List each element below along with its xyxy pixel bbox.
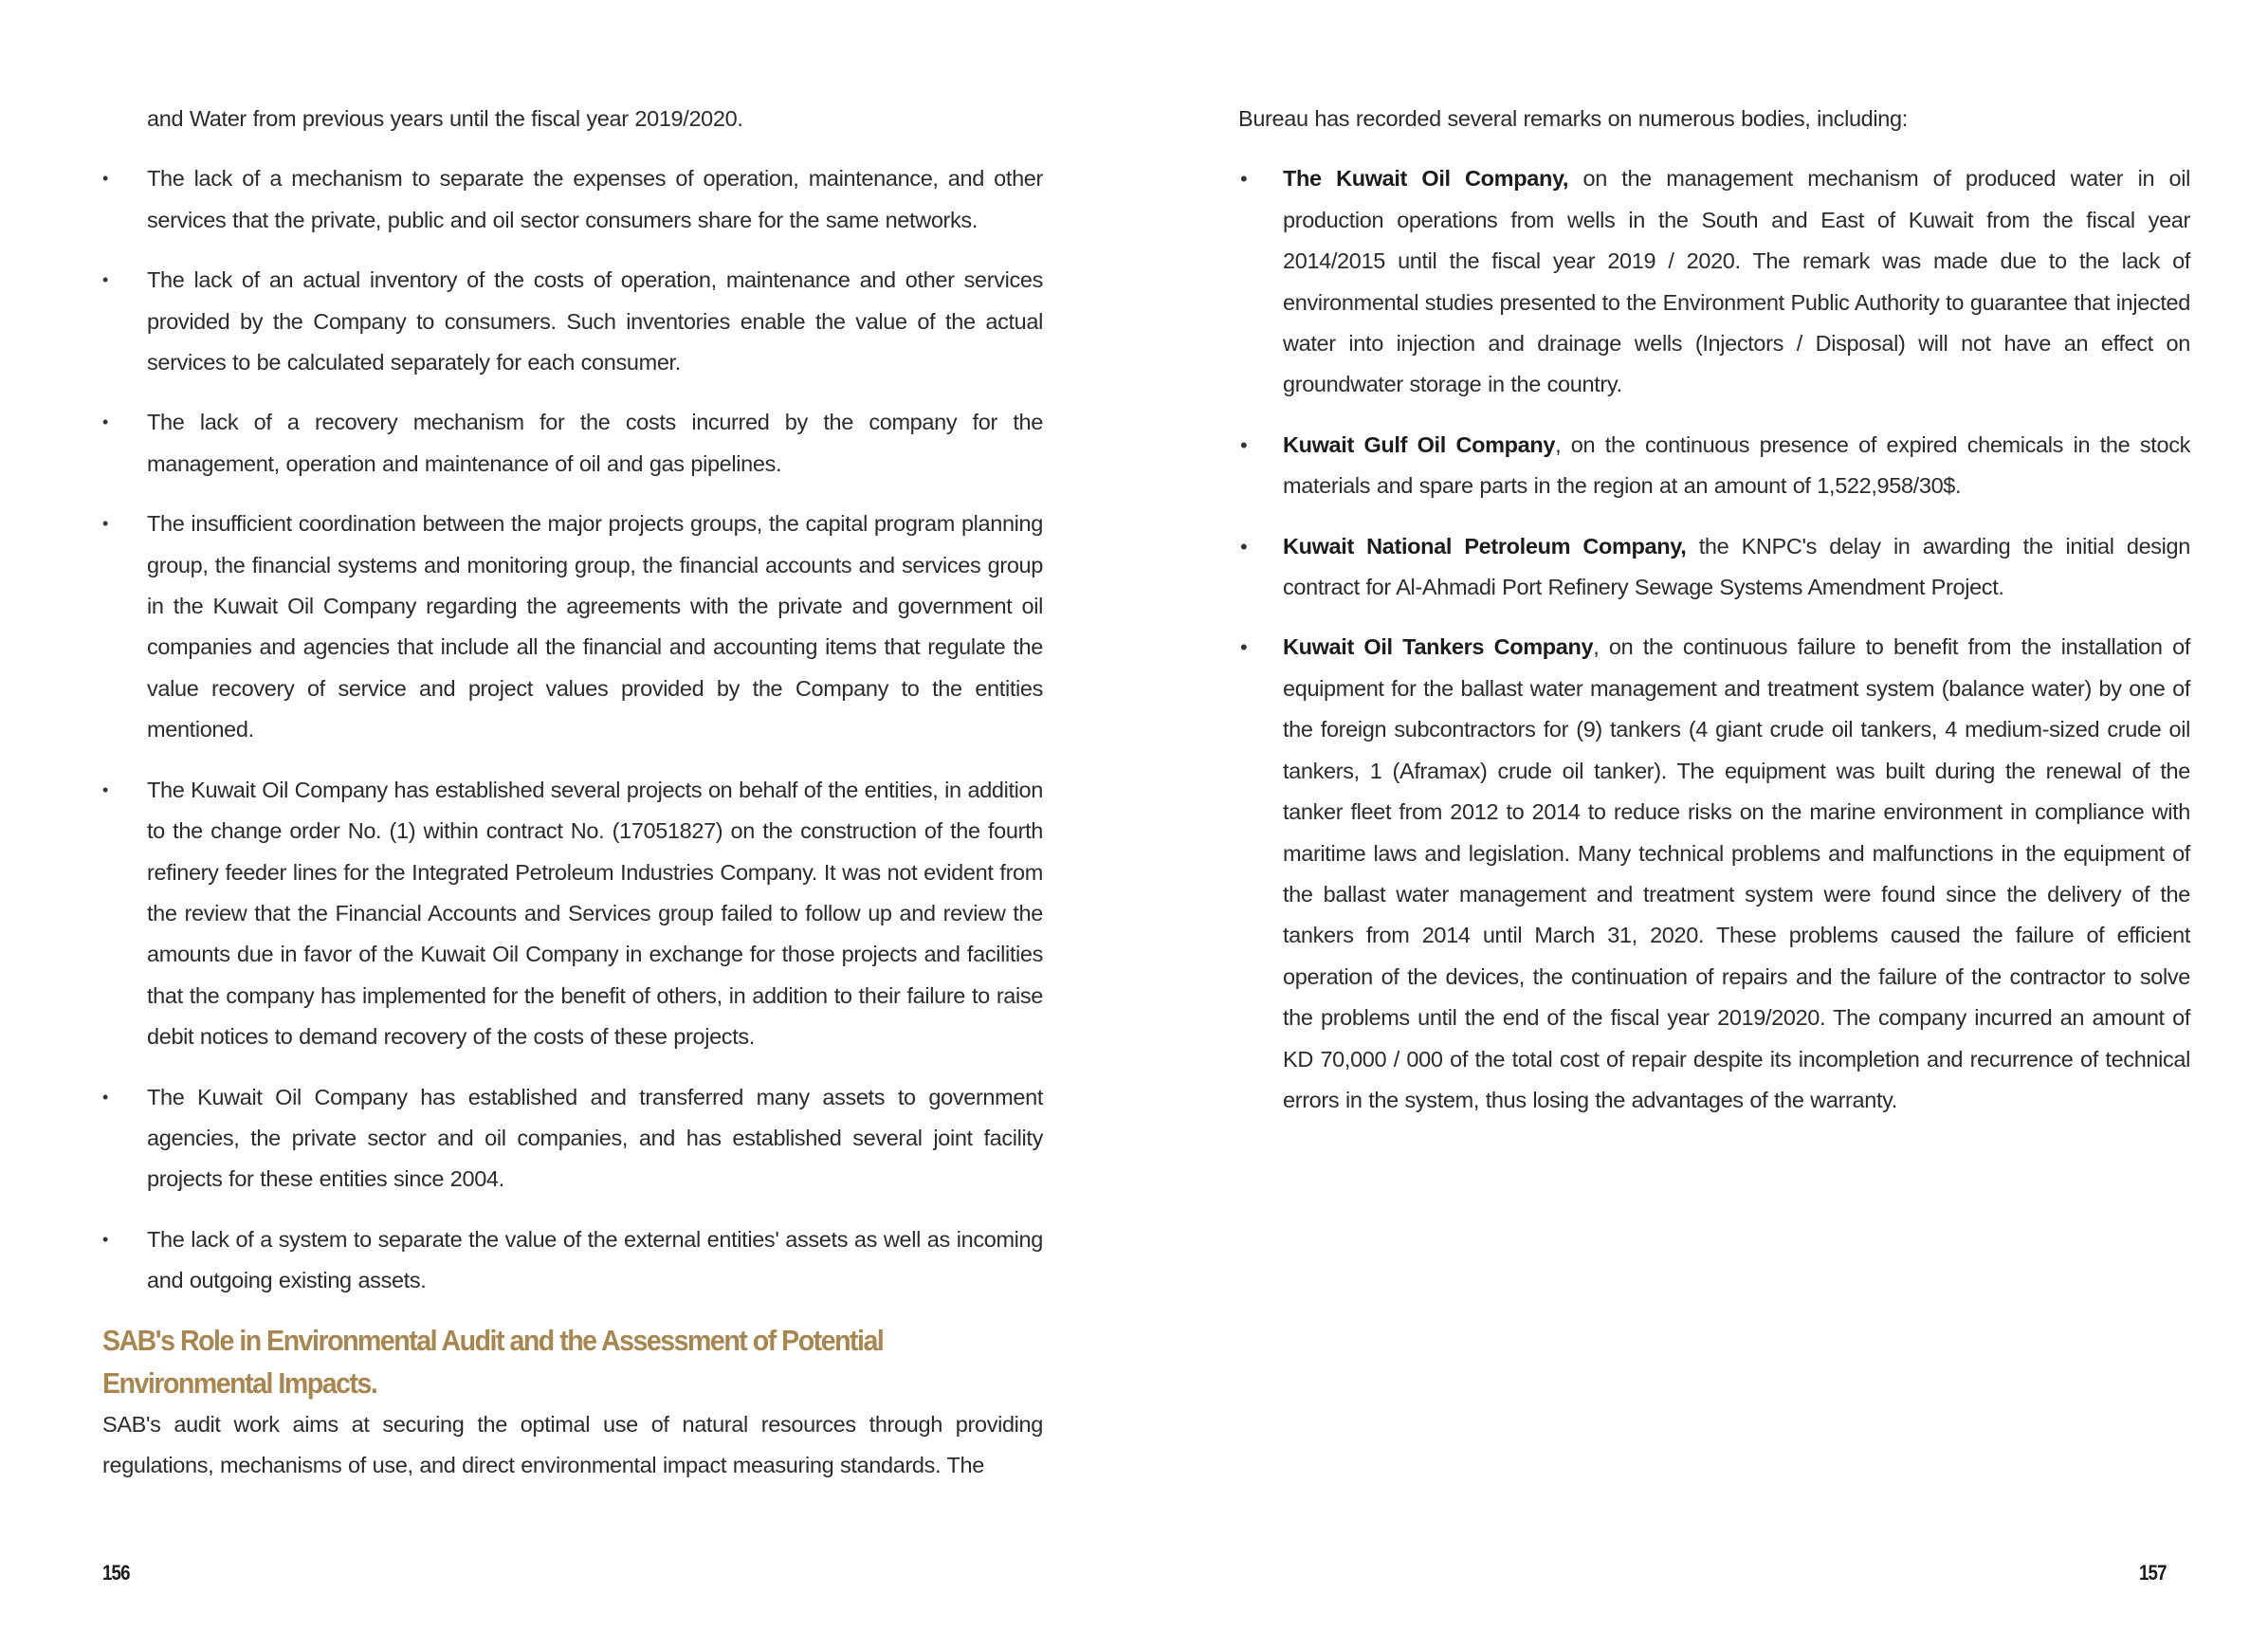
list-item bbox=[102, 402, 1043, 485]
bullet-text: The lack of a recovery mechanism for the costs incurred by the company for the management, operation and maintenance of oil and gas pipelines. bbox=[147, 410, 1043, 476]
right-column bbox=[1238, 99, 2190, 1121]
list-item bbox=[102, 504, 1043, 750]
list-item bbox=[102, 260, 1043, 383]
bullet-text: The lack of a mechanism to separate the expenses of operation, maintenance, and other services that the private, public and oil sector consumers share for the same networks. bbox=[147, 166, 1043, 232]
entity-name: Kuwait National Petroleum Company, bbox=[1283, 533, 1687, 559]
bullet-text bbox=[1283, 425, 2190, 507]
remark-text: the KNPC's delay in awarding the initial design contract for Al-Ahmadi Port Refinery Sewage Systems Amendment Project. bbox=[1283, 533, 2190, 600]
bullet-text bbox=[1283, 627, 2190, 1121]
bullet-text: The Kuwait Oil Company has established and transferred many assets to government agencies, the private sector and oil companies, and has established several joint facility projects for these entities since 2004. bbox=[147, 1084, 1043, 1192]
bullet-icon: • bbox=[1240, 534, 1248, 559]
list-item bbox=[1238, 425, 2190, 507]
list-item bbox=[102, 1077, 1043, 1200]
remark-text: , on the continuous presence of expired chemicals in the stock materials and spare parts in the region at an amount of 1,522,958/30$. bbox=[1283, 431, 2190, 499]
bullet-icon: • bbox=[102, 779, 109, 799]
bullet-icon: • bbox=[1240, 167, 1248, 192]
entity-name: The Kuwait Oil Company, bbox=[1283, 166, 1569, 192]
bullet-text: The lack of an actual inventory of the costs of operation, maintenance and other services provided by the Company to consumers. Such inventories enable the value of the actual services to be calculated separately for each consumer. bbox=[147, 267, 1043, 376]
list-item bbox=[102, 158, 1043, 241]
bullet-icon: • bbox=[102, 514, 109, 534]
list-item bbox=[1238, 158, 2190, 405]
bullet-icon: • bbox=[102, 1229, 109, 1249]
list-item bbox=[1238, 627, 2190, 1121]
bullet-icon: • bbox=[102, 270, 109, 290]
right-bullet-list bbox=[1238, 158, 2190, 1121]
right-page bbox=[1134, 0, 2268, 1649]
entity-name: Kuwait Gulf Oil Company bbox=[1283, 431, 1556, 457]
bullet-text: The lack of a system to separate the value of the external entities' assets as well as incoming and outgoing existing assets. bbox=[147, 1226, 1043, 1293]
bullet-icon: • bbox=[1240, 432, 1248, 457]
bullet-icon: • bbox=[102, 169, 109, 189]
section-body: SAB's audit work aims at securing the optimal use of natural resources through providing regulations, mechanisms of use, and direct environmental impact measuring standards. The bbox=[102, 1411, 1043, 1477]
bullet-text bbox=[1283, 526, 2190, 609]
page-number: 157 bbox=[2139, 1561, 2167, 1585]
page-number: 156 bbox=[102, 1561, 130, 1585]
list-item bbox=[102, 1219, 1043, 1302]
bullet-text: The insufficient coordination between the major projects groups, the capital program planning group, the financial systems and monitoring group, the financial accounts and services group in the Kuwait Oil Company regarding the agreements with the private and government oil companies and agencies that include all the financial and accounting items that regulate the value recovery of service and project values provided by the Company to the entities mentioned. bbox=[147, 511, 1043, 742]
bullet-icon: • bbox=[102, 1087, 109, 1107]
remark-text: , on the continuous failure to benefit from the installation of equipment for the ballast water management and treatment system (balance water) by one of the foreign subcontractors for (9) tankers (4 giant crude oil tankers, 4 medium-sized crude oil tankers, 1 (Aframax) crude oil tanker). The equipment was built during the renewal of the tanker fleet from 2012 to 2014 to reduce risks on the marine environment in compliance with maritime laws and legislation. Many technical problems and malfunctions in the equipment of the ballast water management and treatment system were found since the delivery of the tankers from 2014 until March 31, 2020. These problems caused the failure of efficient operation of the devices, the continuation of repairs and the failure of the contractor to solve the problems until the end of the fiscal year 2019/2020. The company incurred an amount of KD 70,000 / 000 of the total cost of repair despite its incompletion and recurrence of technical errors in the system, thus losing the advantages of the warranty. bbox=[1283, 634, 2191, 1112]
section-heading: SAB's Role in Environmental Audit and the Assessment of Potential Environmental Impacts. bbox=[102, 1323, 884, 1400]
remark-text: on the management mechanism of produced water in oil production operations from wells in the South and East of Kuwait from the fiscal year 2014/2015 until the fiscal year 2019 / 2020. The remark was made due to the lack of environmental studies presented to the Environment Public Authority to guarantee that injected water into injection and drainage wells (Injectors / Disposal) will not have an effect on groundwater storage in the country. bbox=[1283, 166, 2190, 397]
bullet-text: The Kuwait Oil Company has established several projects on behalf of the entities, in addition to the change order No. (1) within contract No. (17051827) on the construction of the fourth refinery feeder lines for the Integrated Petroleum Industries Company. It was not evident from the review that the Financial Accounts and Services group failed to follow up and review the amounts due in favor of the Kuwait Oil Company in exchange for those projects and facilities that the company has implemented for the benefit of others, in addition to their failure to raise debit notices to demand recovery of the costs of these projects. bbox=[147, 777, 1043, 1050]
lead-text: Bureau has recorded several remarks on numerous bodies, including: bbox=[1238, 106, 1908, 131]
bullet-icon: • bbox=[102, 412, 109, 432]
list-item bbox=[1238, 526, 2190, 609]
entity-name: Kuwait Oil Tankers Company bbox=[1283, 634, 1594, 660]
left-column bbox=[102, 99, 1043, 1486]
continuation-text: and Water from previous years until the fiscal year 2019/2020. bbox=[147, 106, 743, 131]
bullet-text bbox=[1283, 158, 2190, 405]
list-item bbox=[102, 770, 1043, 1058]
bullet-icon: • bbox=[1240, 635, 1248, 660]
left-bullet-list bbox=[102, 158, 1043, 1301]
